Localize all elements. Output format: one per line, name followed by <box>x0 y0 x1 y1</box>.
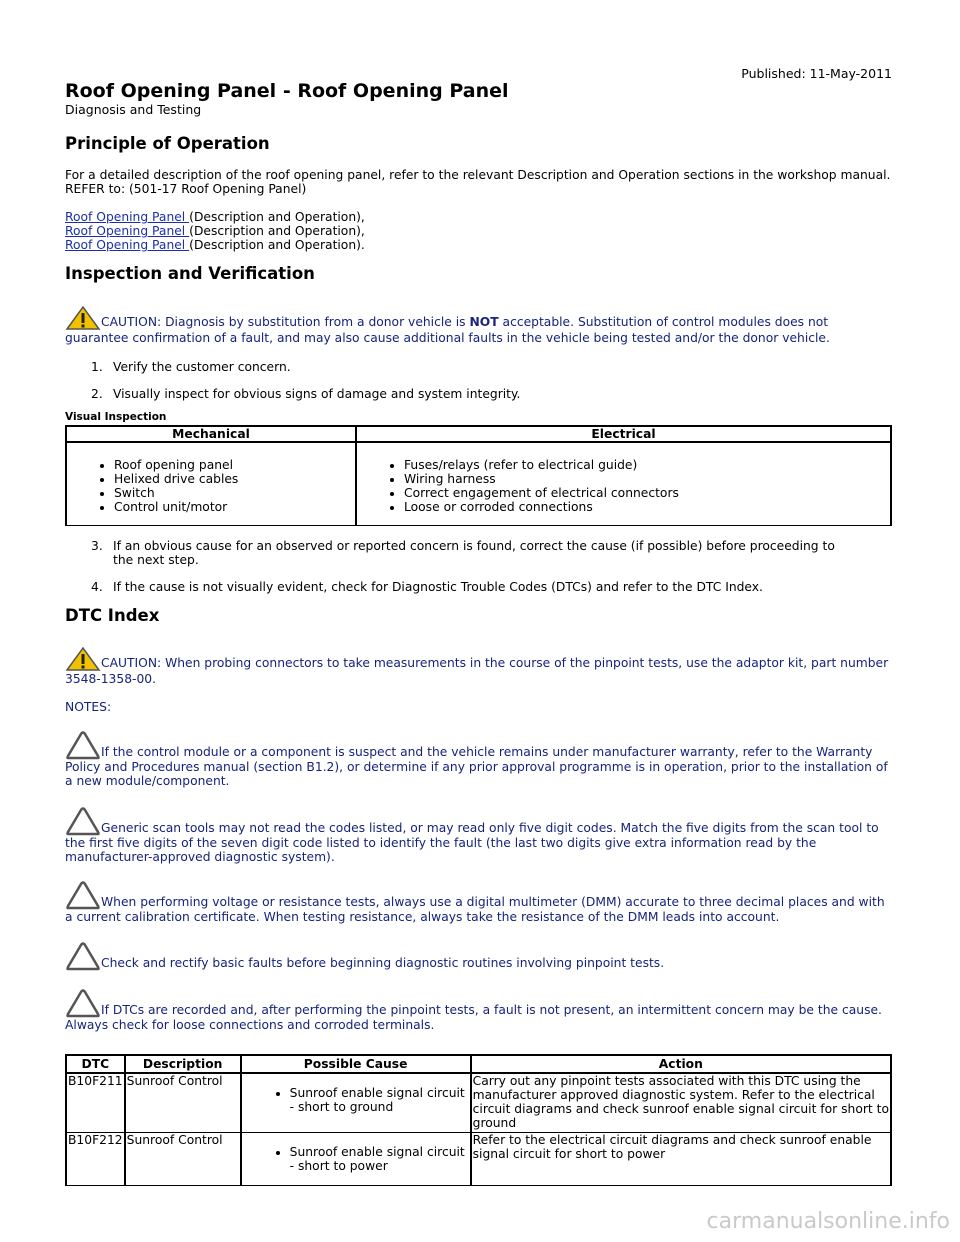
step-text: If the cause is not visually evident, check for Diagnostic Trouble Codes (DTCs) and refer to the DTC Index. <box>113 580 763 594</box>
page-title: Roof Opening Panel - Roof Opening Panel <box>65 80 509 102</box>
dtc-code: B10F211 <box>66 1073 125 1133</box>
notes-label: NOTES: <box>65 700 112 714</box>
caution-emphasis: NOT <box>469 315 499 329</box>
step-text: Verify the customer concern. <box>113 360 291 374</box>
reference-list <box>65 210 892 252</box>
list-item: • Correct engagement of electrical connectors <box>404 486 890 500</box>
cause-list <box>243 1086 469 1114</box>
mechanical-list <box>67 458 355 514</box>
table-header-row <box>66 426 891 442</box>
caution-text-rest: acceptable. Substitution of control modules does not guarantee confirmation of a fault, and may also cause additional faults in the vehicle being tested and/or the donor vehicle. <box>65 315 830 345</box>
step-number: 1. <box>91 360 103 374</box>
step-item <box>65 360 520 374</box>
column-header: DTC <box>66 1055 125 1073</box>
note-triangle-icon <box>65 806 101 836</box>
inspection-steps-continued <box>65 539 865 594</box>
roof-opening-panel-link[interactable]: Roof Opening Panel <box>65 238 190 252</box>
table-row <box>66 442 891 526</box>
dtc-action: Carry out any pinpoint tests associated with this DTC using the manufacturer approved diagnostic system. Refer to the electrical circuit diagrams and check sunroof enable signal circuit for short to ground <box>471 1073 891 1133</box>
electrical-cell <box>356 442 891 526</box>
visual-inspection-label: Visual Inspection <box>65 411 167 423</box>
note-item <box>65 730 892 788</box>
page-subtitle: Diagnosis and Testing <box>65 102 202 117</box>
list-item: • Helixed drive cables <box>114 472 355 486</box>
step-item <box>65 539 865 567</box>
table-row <box>66 1133 891 1186</box>
warning-triangle-icon <box>65 305 101 331</box>
reference-item <box>65 210 892 224</box>
note-text: When performing voltage or resistance tests, always use a digital multimeter (DMM) accurate to three decimal places and with a current calibration certificate. When testing resistance, always take the resistance of the DMM leads into account. <box>65 895 885 924</box>
caution-probing <box>65 646 892 686</box>
note-item <box>65 880 892 924</box>
step-item <box>65 387 520 401</box>
mechanical-cell <box>66 442 356 526</box>
note-triangle-icon <box>65 730 101 760</box>
note-text: If the control module or a component is suspect and the vehicle remains under manufacturer warranty, refer to the Warranty Policy and Procedures manual (section B1.2), or determine if any prior approval programme is in operation, prior to the installation of a new module/component. <box>65 745 888 788</box>
step-item <box>65 580 865 594</box>
note-text: Check and rectify basic faults before beginning diagnostic routines involving pinpoint tests. <box>101 956 665 970</box>
caution-text: CAUTION: When probing connectors to take measurements in the course of the pinpoint tests, use the adaptor kit, part number 3548-1358-00. <box>65 656 889 686</box>
warning-triangle-icon <box>65 646 101 672</box>
reference-item <box>65 224 892 238</box>
step-text: Visually inspect for obvious signs of damage and system integrity. <box>113 387 521 401</box>
cause-list <box>243 1145 469 1173</box>
reference-item <box>65 238 892 252</box>
reference-suffix: (Description and Operation), <box>189 224 365 238</box>
roof-opening-panel-link[interactable]: Roof Opening Panel <box>65 210 190 224</box>
principle-text: For a detailed description of the roof opening panel, refer to the relevant Description and Operation sections in the workshop manual. REFER to: (501-17 Roof Opening Panel) <box>65 168 891 196</box>
note-triangle-icon <box>65 941 101 971</box>
dtc-code: B10F212 <box>66 1133 125 1186</box>
electrical-list <box>357 458 890 514</box>
dtc-description: Sunroof Control <box>125 1133 241 1186</box>
step-text: If an obvious cause for an observed or reported concern is found, correct the cause (if possible) before proceeding to the next step. <box>113 539 835 567</box>
list-item: • Fuses/relays (refer to electrical guide) <box>404 458 890 472</box>
list-item: • Roof opening panel <box>114 458 355 472</box>
roof-opening-panel-link[interactable]: Roof Opening Panel <box>65 224 190 238</box>
watermark: carmanualsonline.info <box>706 1209 950 1234</box>
inspection-steps <box>65 360 520 401</box>
dtc-action: Refer to the electrical circuit diagrams and check sunroof enable signal circuit for short to power <box>471 1133 891 1186</box>
dtc-cause-cell <box>241 1133 471 1186</box>
note-item <box>65 941 892 971</box>
list-item: • Sunroof enable signal circuit - short to ground <box>290 1086 469 1114</box>
column-header: Description <box>125 1055 241 1073</box>
step-number: 2. <box>91 387 103 401</box>
note-item <box>65 988 892 1032</box>
note-text: If DTCs are recorded and, after performing the pinpoint tests, a fault is not present, an intermittent concern may be the cause. Always check for loose connections and corroded terminals. <box>65 1003 882 1032</box>
principle-heading: Principle of Operation <box>65 134 270 153</box>
reference-suffix: (Description and Operation). <box>189 238 365 252</box>
caution-text: CAUTION: Diagnosis by substitution from a donor vehicle is <box>101 315 470 329</box>
list-item: • Control unit/motor <box>114 500 355 514</box>
dtc-index-heading: DTC Index <box>65 606 160 625</box>
note-text: Generic scan tools may not read the codes listed, or may read only five digit codes. Match the five digits from the scan tool to the first five digits of the seven digit code listed to identify the fault (the last two digits give extra information read by the manufacturer-approved diagnostic system). <box>65 821 879 864</box>
step-number: 4. <box>91 580 103 594</box>
note-item <box>65 806 892 864</box>
table-header-row <box>66 1055 891 1073</box>
published-date: Published: 11-May-2011 <box>741 66 892 81</box>
list-item: • Wiring harness <box>404 472 890 486</box>
table-row <box>66 1073 891 1133</box>
dtc-table <box>65 1054 892 1186</box>
column-header: Action <box>471 1055 891 1073</box>
reference-suffix: (Description and Operation), <box>189 210 365 224</box>
list-item: • Loose or corroded connections <box>404 500 890 514</box>
column-header: Mechanical <box>66 426 356 442</box>
list-item: • Sunroof enable signal circuit - short to power <box>290 1145 469 1173</box>
note-triangle-icon <box>65 988 101 1018</box>
step-number: 3. <box>91 539 103 553</box>
list-item: • Switch <box>114 486 355 500</box>
inspection-heading: Inspection and Verification <box>65 264 315 283</box>
dtc-cause-cell <box>241 1073 471 1133</box>
note-triangle-icon <box>65 880 101 910</box>
column-header: Possible Cause <box>241 1055 471 1073</box>
visual-inspection-table <box>65 425 892 526</box>
dtc-description: Sunroof Control <box>125 1073 241 1133</box>
caution-substitution <box>65 305 892 345</box>
column-header: Electrical <box>356 426 891 442</box>
